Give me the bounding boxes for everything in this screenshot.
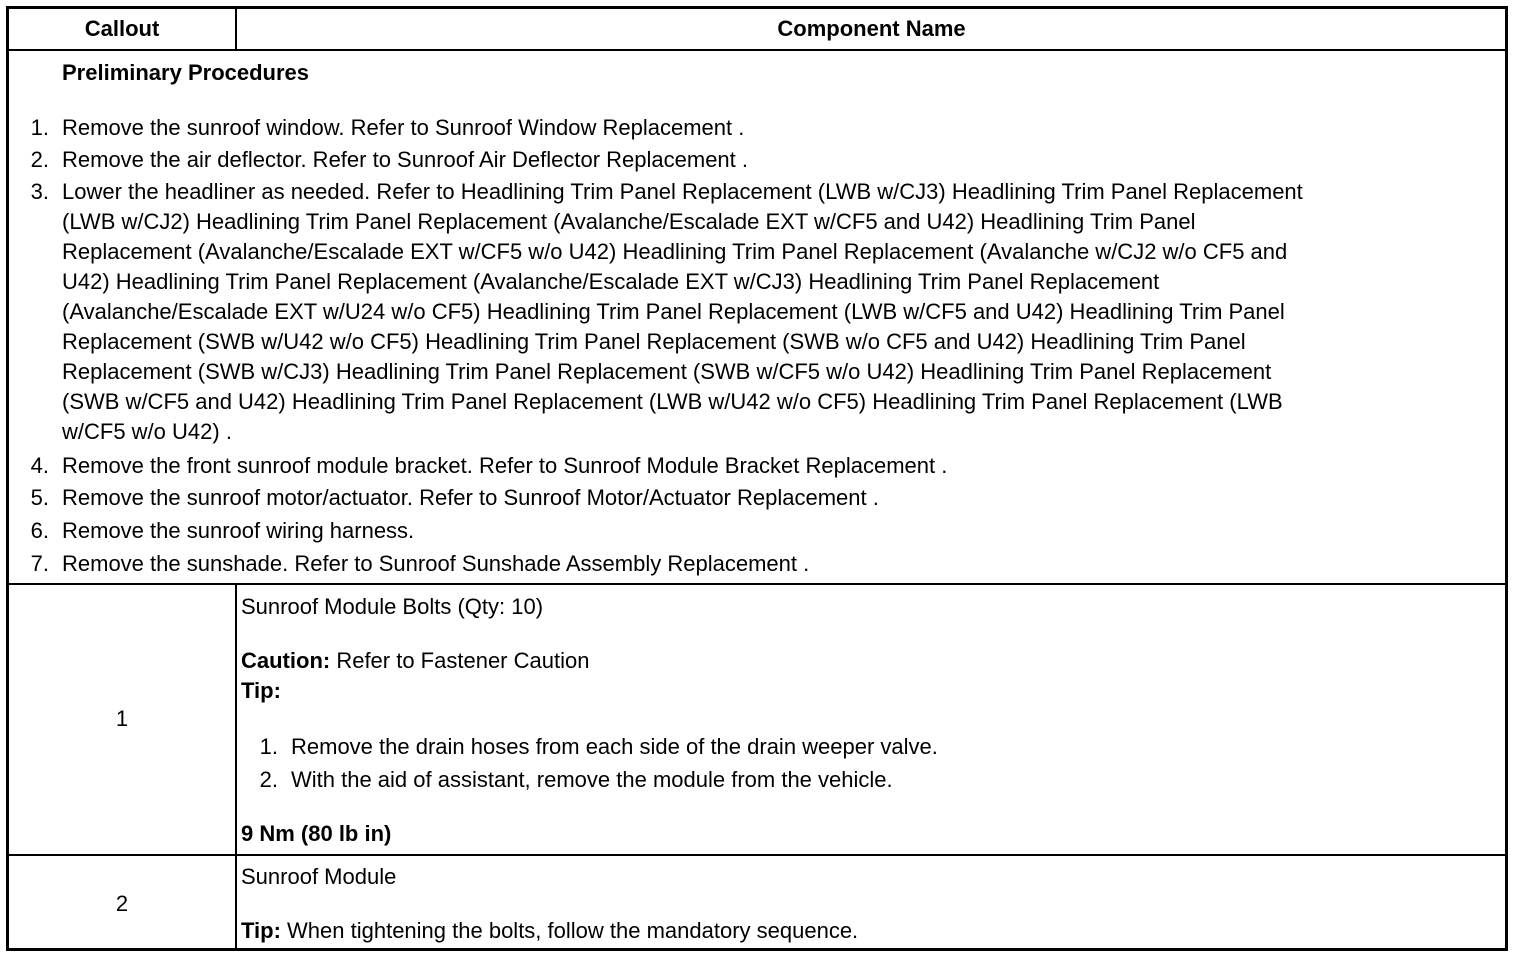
- row-divider: [9, 49, 1505, 51]
- header-component-name: Component Name: [777, 16, 966, 41]
- step-number: 7.: [30, 551, 49, 576]
- tip-step-number: 1.: [259, 734, 278, 759]
- torque-spec: 9 Nm (80 lb in): [241, 821, 392, 846]
- step-text-line: Lower the headliner as needed. Refer to Headlining Trim Panel Replacement (LWB w/CJ3) Headlining Trim Panel Replacement: [62, 179, 1303, 204]
- tip-step-text: With the aid of assistant, remove the module from the vehicle.: [291, 767, 893, 792]
- step-number: 2.: [30, 147, 49, 172]
- step-text: Remove the sunroof motor/actuator. Refer to Sunroof Motor/Actuator Replacement .: [62, 485, 879, 510]
- step-number: 6.: [30, 518, 49, 543]
- procedure-table: [6, 6, 1508, 951]
- component-name: Sunroof Module Bolts (Qty: 10): [241, 594, 544, 619]
- component-name: Sunroof Module: [241, 864, 397, 889]
- column-divider: [235, 583, 237, 948]
- step-text-line: Replacement (SWB w/CJ3) Headlining Trim Panel Replacement (SWB w/CF5 w/o U42) Headlining Trim Panel Replacement: [62, 359, 1272, 384]
- step-number: 1.: [30, 115, 49, 140]
- step-text-line: (LWB w/CJ2) Headlining Trim Panel Replacement (Avalanche/Escalade EXT w/CF5 and U42) Headlining Trim Panel: [62, 209, 1196, 234]
- step-text: Remove the air deflector. Refer to Sunroof Air Deflector Replacement .: [62, 147, 748, 172]
- step-number: 5.: [30, 485, 49, 510]
- step-text: Remove the sunroof wiring harness.: [62, 518, 415, 543]
- step-text-line: Replacement (SWB w/U42 w/o CF5) Headlining Trim Panel Replacement (SWB w/o CF5 and U42) Headlining Trim Panel: [62, 329, 1246, 354]
- step-number: 3.: [30, 179, 49, 204]
- preliminary-title: Preliminary Procedures: [62, 60, 310, 85]
- column-divider: [235, 9, 237, 49]
- step-text: Remove the front sunroof module bracket. Refer to Sunroof Module Bracket Replacement .: [62, 453, 948, 478]
- step-text-line: Replacement (Avalanche/Escalade EXT w/CF5 w/o U42) Headlining Trim Panel Replacement (Avalanche w/CJ2 w/o CF5 and: [62, 239, 1288, 264]
- caution-text: Refer to Fastener Caution: [330, 648, 590, 673]
- caution-label: Caution:: [241, 648, 331, 673]
- tip-label: Tip:: [241, 678, 281, 703]
- header-callout: Callout: [84, 16, 160, 41]
- step-text-line: (Avalanche/Escalade EXT w/U24 w/o CF5) Headlining Trim Panel Replacement (LWB w/CF5 and U42) Headlining Trim Panel: [62, 299, 1285, 324]
- row-divider: [9, 583, 1505, 585]
- callout-number: 1: [115, 706, 129, 731]
- step-number: 4.: [30, 453, 49, 478]
- callout-number: 2: [115, 891, 129, 916]
- tip-label: Tip:: [241, 918, 281, 943]
- step-text-line: U42) Headlining Trim Panel Replacement (Avalanche/Escalade EXT w/CJ3) Headlining Trim Panel Replacement: [62, 269, 1160, 294]
- step-text-line: (SWB w/CF5 and U42) Headlining Trim Panel Replacement (LWB w/U42 w/o CF5) Headlining Trim Panel Replacement (LWB: [62, 389, 1283, 414]
- tip-step-number: 2.: [259, 767, 278, 792]
- tip-step-text: Remove the drain hoses from each side of the drain weeper valve.: [291, 734, 938, 759]
- step-text: Remove the sunshade. Refer to Sunroof Sunshade Assembly Replacement .: [62, 551, 810, 576]
- tip-text: When tightening the bolts, follow the mandatory sequence.: [280, 918, 859, 943]
- tip-note: [241, 916, 858, 946]
- caution-note: [241, 646, 589, 676]
- step-text: Remove the sunroof window. Refer to Sunroof Window Replacement .: [62, 115, 745, 140]
- step-text-line: w/CF5 w/o U42) .: [62, 419, 232, 444]
- row-divider: [9, 854, 1505, 856]
